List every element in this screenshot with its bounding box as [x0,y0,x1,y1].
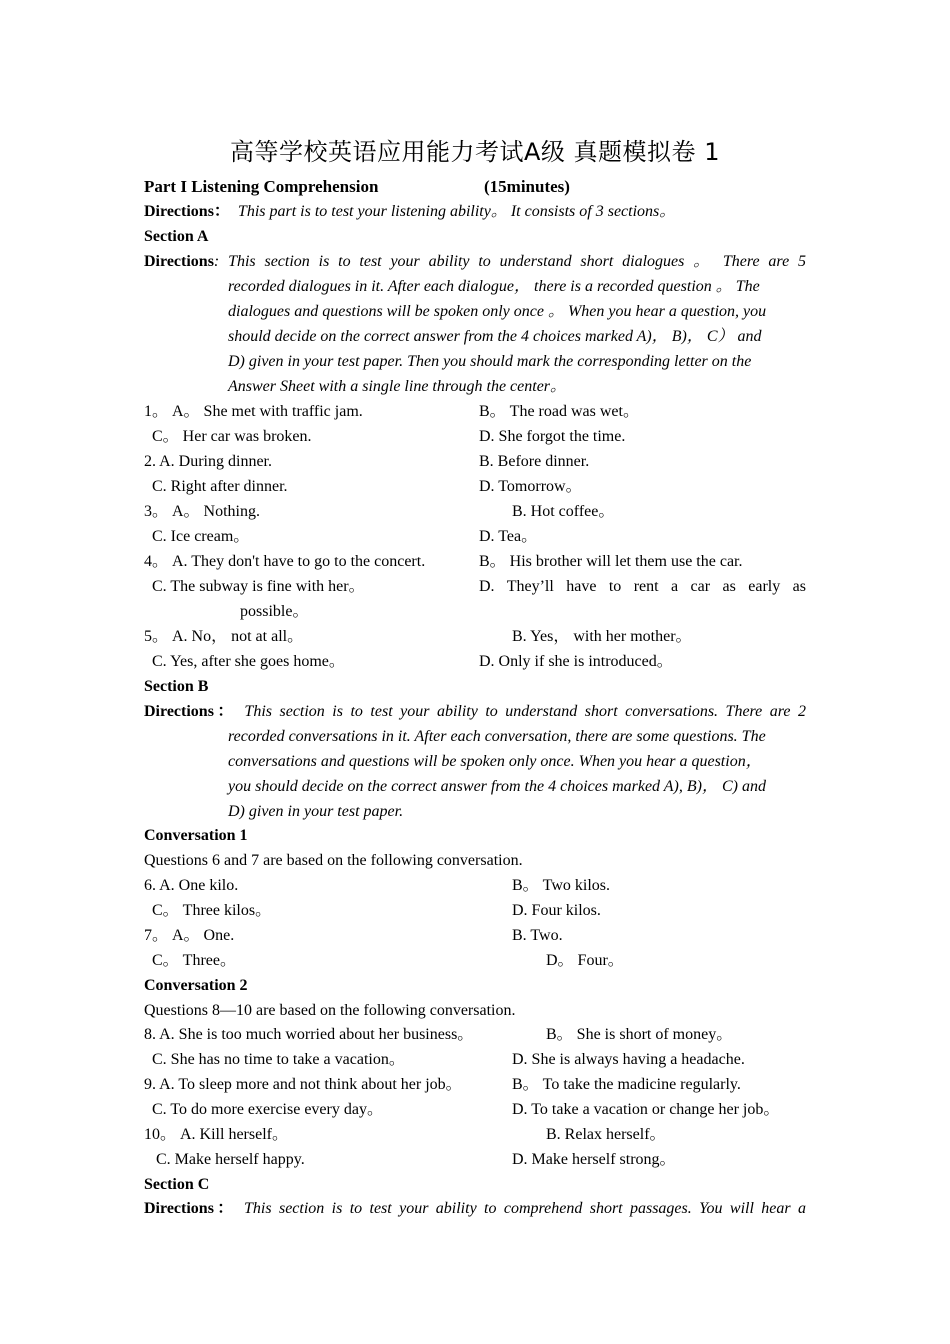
q7-option-a: 7。 A。 One. [144,927,235,944]
q9-option-a: 9. A. To sleep more and not think about her job。 [144,1076,462,1093]
q6-option-c: C。 Three kilos。 [152,902,272,919]
q4-option-d: D. They’ll have to rent a car as early as [479,578,806,595]
q8-option-d: D. She is always having a headache. [512,1051,745,1068]
q6-option-b: B。 Two kilos. [512,877,611,894]
directions-line: you should decide on the correct answer from the 4 choices marked A), B)， C) and [228,778,766,795]
part1-heading [144,174,806,199]
q5-option-a: 5。 A. No， not at all。 [144,628,304,645]
q3-option-a: 3。 A。 Nothing. [144,503,261,520]
q6-option-d: D. Four kilos. [512,902,601,919]
q3-option-b: B. Hot coffee。 [512,503,615,520]
q9-option-b: B。 To take the madicine regularly. [512,1076,741,1093]
section-a-directions-body [228,274,806,399]
conversation-1-heading: Conversation 1 [144,827,248,844]
directions-label: Directions： [144,203,230,220]
directions-line: should decide on the correct answer from the 4 choices marked A)， B)， C） and [228,328,762,345]
directions-label: Directions： [144,703,237,720]
q10-option-b: B. Relax herself。 [546,1126,666,1143]
directions-text: This section is to test your ability to comprehend short passages. You will hear a [244,1200,806,1217]
part1-time: (15minutes) [484,177,570,196]
q4-option-b: B。 His brother will let them use the car. [479,553,743,570]
section-b-directions-body [228,724,806,824]
directions-text: This part is to test your listening ability。 It consists of 3 sections。 [237,203,676,220]
directions-label: Directions： [144,1200,237,1217]
q8-option-c: C. She has no time to take a vacation。 [152,1051,405,1068]
directions-text: : This section is to test your ability to understand short dialogues 。 There are 5 [213,253,806,270]
directions-text: This section is to test your ability to understand short conversations. There are 2 [244,703,806,720]
section-a-heading: Section A [144,228,209,245]
conversation-2-heading: Conversation 2 [144,977,248,994]
q10-option-c: C. Make herself happy. [156,1151,305,1168]
q3-option-d: D. Tea。 [479,528,538,545]
q2-option-a: 2. A. During dinner. [144,453,272,470]
q3-option-c: C. Ice cream。 [152,528,250,545]
section-c-directions-first [144,1196,806,1221]
q10-option-a: 10。 A. Kill herself。 [144,1126,288,1143]
q7-option-c: C。 Three。 [152,952,236,969]
q5-option-d: D. Only if she is introduced。 [479,653,673,670]
q4-option-d-continued: possible。 [240,603,309,620]
q1-option-c: C。 Her car was broken. [152,428,312,445]
q4-option-c: C. The subway is fine with her。 [152,578,365,595]
part1-directions [144,199,806,224]
q1-option-b: B。 The road was wet。 [479,403,639,420]
q10-option-d: D. Make herself strong。 [512,1151,676,1168]
directions-label: Directions [144,253,214,270]
q2-option-c: C. Right after dinner. [152,478,288,495]
directions-line: recorded conversations in it. After each conversation, there are some questions. The [228,728,766,745]
directions-line: D) given in your test paper. Then you should mark the corresponding letter on the [228,353,752,370]
directions-line: conversations and questions will be spoken only once. When you hear a question， [228,753,762,770]
q8-option-a: 8. A. She is too much worried about her business。 [144,1026,474,1043]
q5-option-c: C. Yes, after she goes home。 [152,653,345,670]
directions-line: D) given in your test paper. [228,803,404,820]
directions-line: dialogues and questions will be spoken only once 。 When you hear a question, you [228,303,767,320]
q6-option-a: 6. A. One kilo. [144,877,239,894]
q7-option-b: B. Two. [512,927,563,944]
q2-option-d: D. Tomorrow。 [479,478,582,495]
directions-line: Answer Sheet with a single line through the center。 [228,378,567,395]
q1-option-a: 1。 A。 She met with traffic jam. [144,403,363,420]
q5-option-b: B. Yes， with her mother。 [512,628,692,645]
q2-option-b: B. Before dinner. [479,453,590,470]
directions-line: recorded dialogues in it. After each dialogue， there is a recorded question 。 The [228,278,760,295]
conversation-2-intro: Questions 8—10 are based on the following conversation. [144,1002,516,1019]
part1-heading-text: Part I Listening Comprehension [144,177,379,196]
page-title: 高等学校英语应用能力考试A级 真题模拟卷 1 [230,138,720,166]
conversation-1-intro: Questions 6 and 7 are based on the following conversation. [144,852,523,869]
section-b-directions-first [144,699,806,724]
section-b-heading: Section B [144,678,209,695]
q8-option-b: B。 She is short of money。 [546,1026,733,1043]
q4-option-a: 4。 A. They don't have to go to the concert. [144,553,426,570]
q9-option-d: D. To take a vacation or change her job。 [512,1101,780,1118]
q7-option-d: D。 Four。 [546,952,624,969]
q1-option-d: D. She forgot the time. [479,428,626,445]
section-c-heading: Section C [144,1176,210,1193]
section-a-directions-first [144,249,806,274]
q9-option-c: C. To do more exercise every day。 [152,1101,383,1118]
